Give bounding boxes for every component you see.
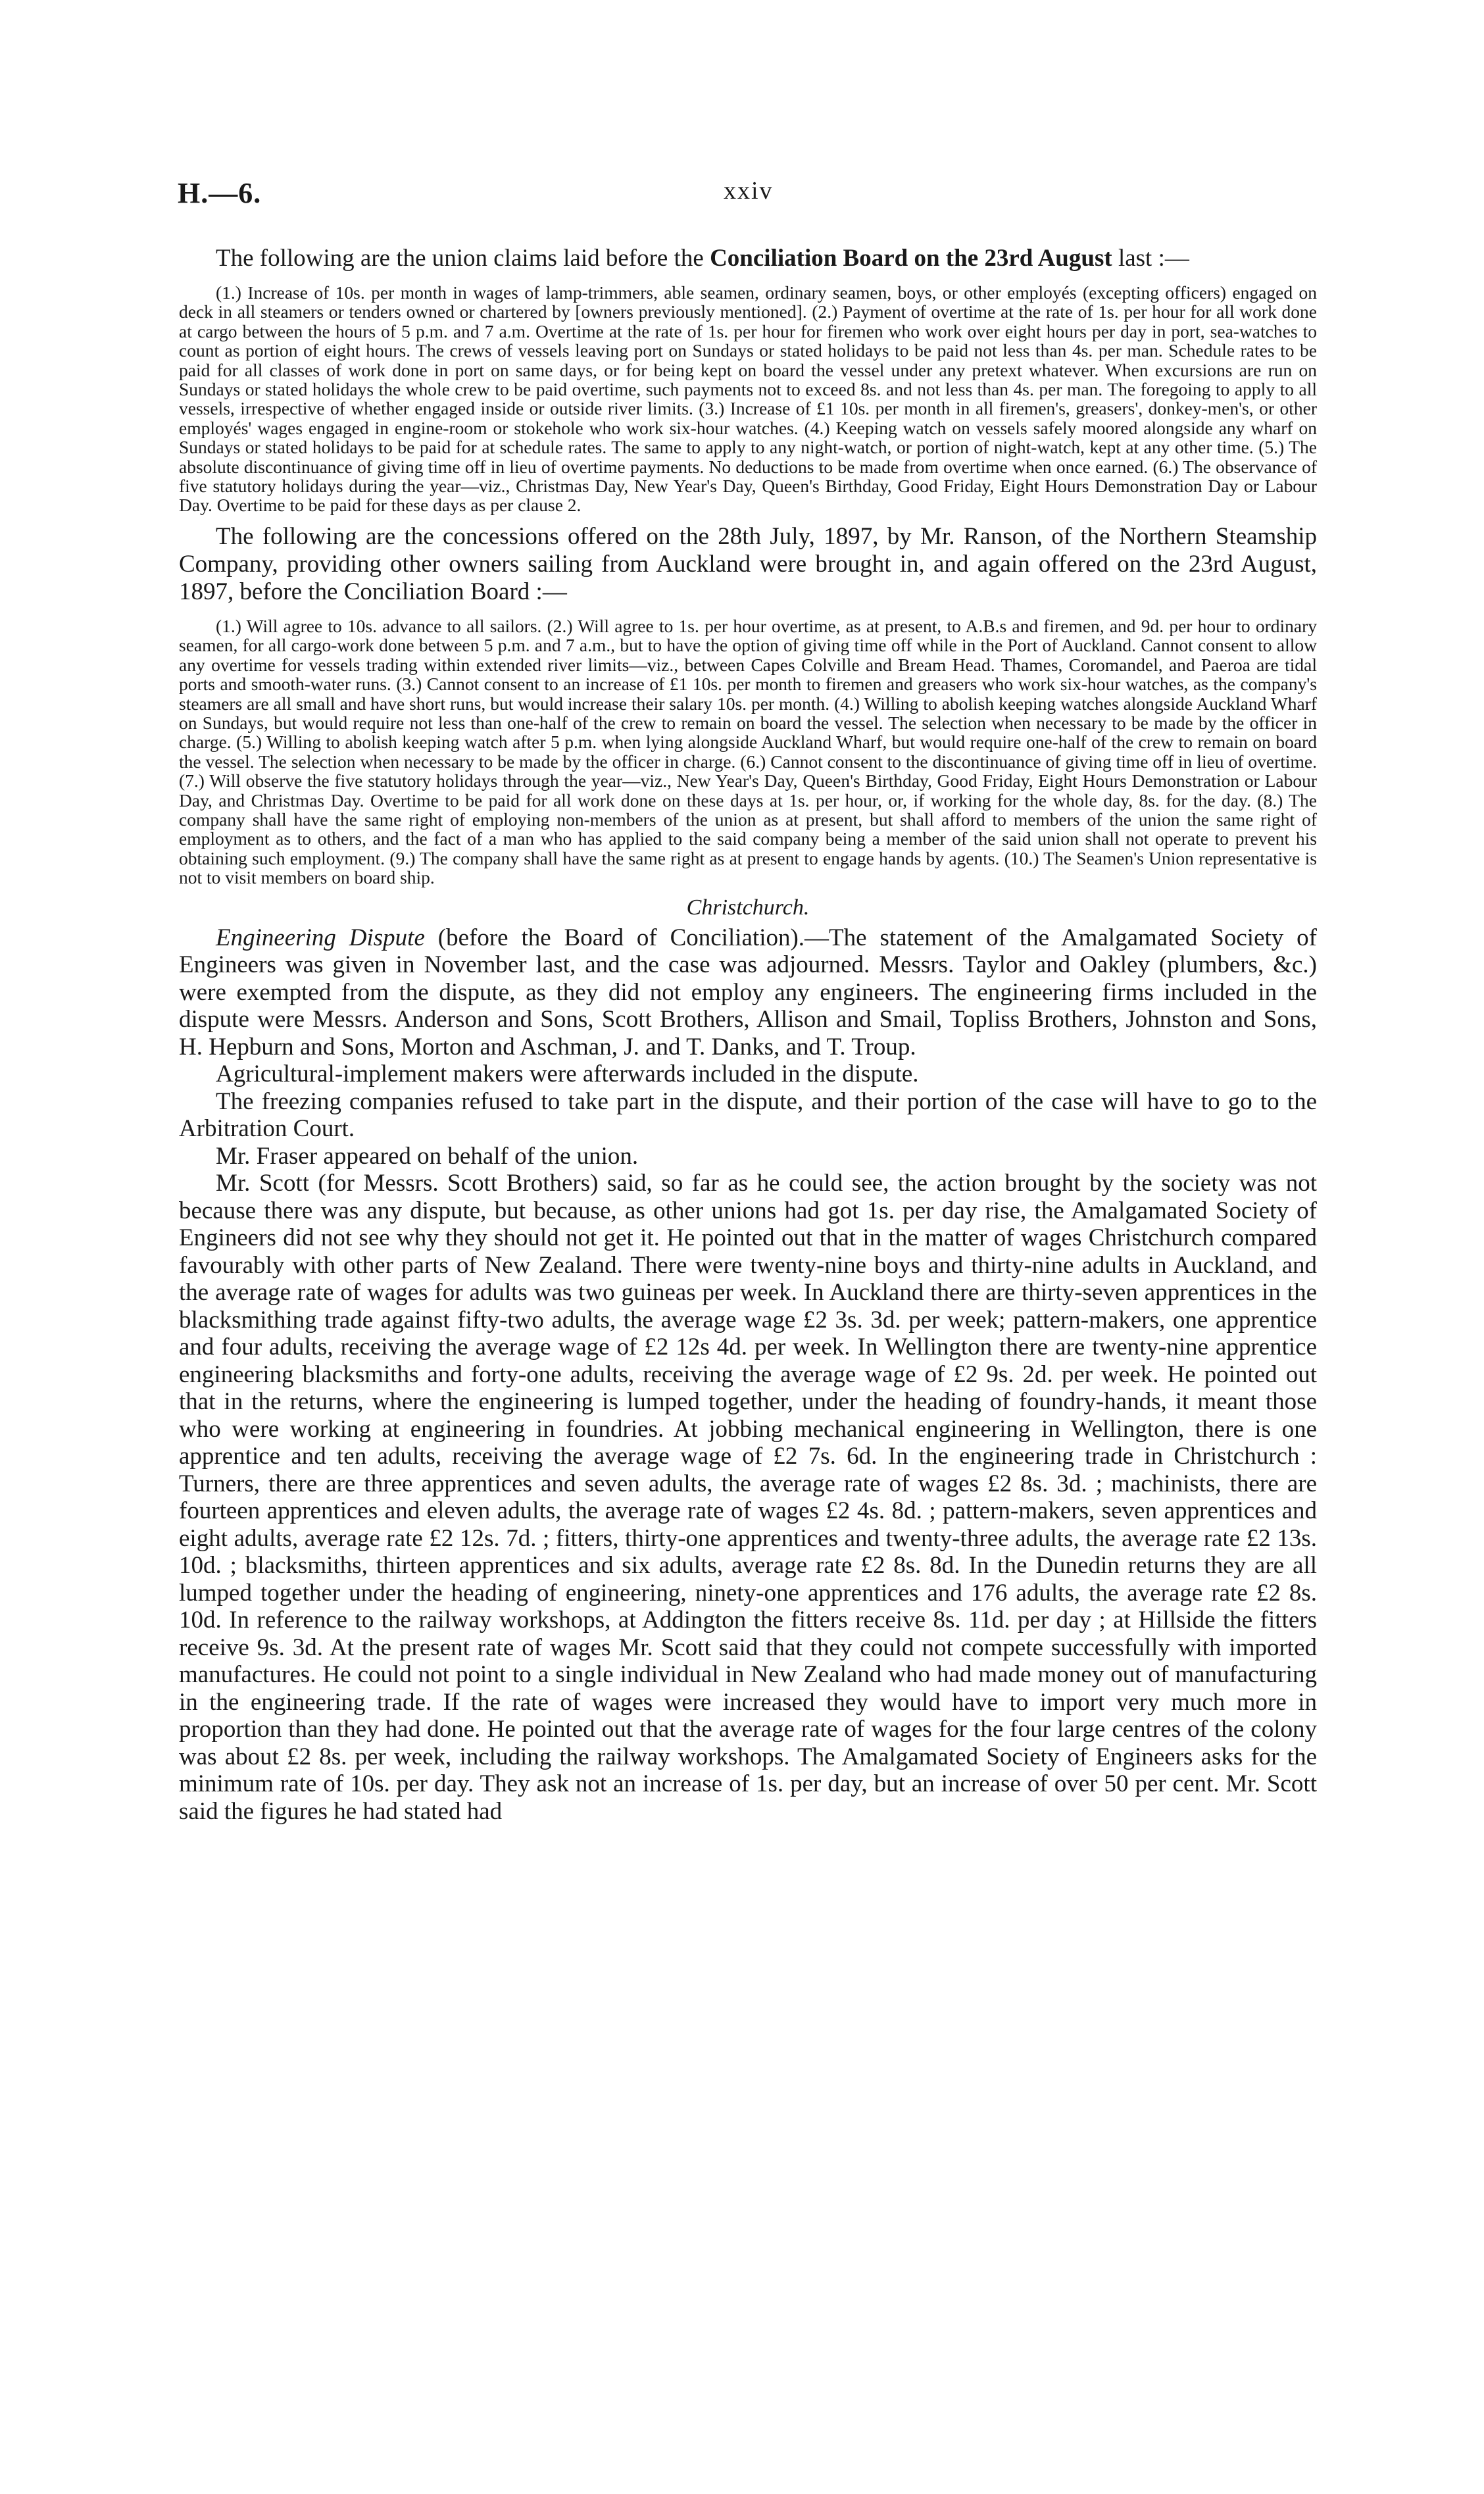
union-claims-intro (179, 245, 1317, 272)
agricultural-paragraph: Agricultural-implement makers were afterwards included in the dispute. (216, 1060, 919, 1088)
concessions-list: (1.) Will agree to 10s. advance to all sailors. (2.) Will agree to 1s. per hour overtime, as at present, to A.B.s and firemen, and 9d. per hour to ordinary seamen, for all cargo-work done between 5 p.m. and 7 a.m., but to have the option of giving time off while in the Port of Auckland. Cannot consent to allow any overtime for vessels trading within extended river limits—viz., between Capes Colville and Bream Head. Thames, Coromandel, and Paeroa are tidal ports and smooth-water runs. (3.) Cannot consent to an increase of £1 10s. per month to firemen and greasers who work six-hour watches, as the company's steamers are all small and have short runs, but would increase their salary 10s. per month. (4.) Willing to abolish keeping watches alongside Auckland Wharf on Sundays, but would require not less than one-half of the crew to remain on board the vessel. The selection when necessary to be made by the officer in charge. (5.) Willing to abolish keeping watch after 5 p.m. when lying alongside Auckland Wharf, but would require one-half of the crew to remain on board the vessel. The selection when necessary to be made by the officer in charge. (6.) Cannot consent to the discontinuance of giving time off in lieu of overtime. (7.) Will observe the five statutory holidays through the year—viz., New Year's Day, Queen's Birthday, Good Friday, Eight Hours Demonstration or Labour Day, and Christmas Day. Overtime to be paid for all work done on these days at 1s. per hour, or, if working for the whole day, 8s. for the day. (8.) The company shall have the same right of employing non-members of the union as at present, but shall afford to members of the union the same right of employment as to others, and the fact of a man who has applied to the said company being a member of the said union shall not operate to prevent his obtaining such employment. (9.) The company shall have the same right as at present to engage hands by agents. (10.) The Seamen's Union representative is not to visit members on board ship. (179, 615, 1317, 888)
page-body (179, 245, 1317, 1825)
intro-text: The following are the union claims laid before the (216, 245, 710, 272)
fraser-paragraph: Mr. Fraser appeared on behalf of the union. (216, 1142, 639, 1170)
intro-text-end: last :— (1112, 245, 1189, 272)
scott-statement-paragraph: Mr. Scott (for Messrs. Scott Brothers) said, so far as he could see, the action brought by the society was not because there was any dispute, but because, as other unions had got 1s. per day rise, the Amalgamated Society of Engineers did not see why they should not get it. He pointed out that in the matter of wages Christchurch compared favourably with other parts of New Zealand. There were twenty-nine boys and thirty-nine adults in Auckland, and the average rate of wages for adults was two guineas per week. In Auckland there are thirty-seven apprentices in the blacksmithing trade against fifty-two adults, the average wage £2 3s. 3d. per week; pattern-makers, one apprentice and four adults, receiving the average wage of £2 12s 4d. per week. In Wellington there are twenty-nine apprentice engineering blacksmiths and forty-one adults, receiving the average wage of £2 9s. 2d. per week. He pointed out that in the returns, where the engineering is lumped together, under the heading of foundry-hands, it meant those who were working at engineering in foundries. At jobbing mechanical engineering in Wellington, there is one apprentice and ten adults, receiving the average wage of £2 7s. 6d. In the engineering trade in Christchurch : Turners, there are three apprentices and seven adults, the average rate of wages £2 8s. 3d. ; machinists, there are fourteen apprentices and eleven adults, the average rate of wages £2 4s. 8d. ; pattern-makers, seven apprentices and eight adults, average rate £2 12s. 7d. ; fitters, thirty-one apprentices and twenty-three adults, the average rate £2 13s. 10d. ; blacksmiths, thirteen apprentices and six adults, average rate £2 8s. 8d. In the Dunedin returns they are all lumped together under the heading of engineering, ninety-one apprentices and 176 adults, the average rate £2 8s. 10d. In reference to the railway workshops, at Addington the fitters receive 8s. 11d. per day ; at Hillside the fitters receive 9s. 3d. At the present rate of wages Mr. Scott said that they could not compete successfully with imported manufactures. He could not point to a single individual in New Zealand who had made money out of manufacturing in the engineering trade. If the rate of wages were increased they would have to import very much more in proportion than they had done. He pointed out that the average rate of wages for the four large centres of the colony was about £2 8s. per week, including the railway workshops. The Amalgamated Society of Engineers asks for the minimum rate of 10s. per day. They ask not an increase of 1s. per day, but an increase of over 50 per cent. Mr. Scott said the figures he had stated had (179, 1170, 1317, 1825)
engineering-dispute-paragraph (179, 924, 1317, 1061)
union-claims-list: (1.) Increase of 10s. per month in wages of lamp-trimmers, able seamen, ordinary seamen, boys, or other employés (excepting officers) engaged on deck in all steamers or tenders owned or chartered by [owners previously mentioned]. (2.) Payment of overtime at the rate of 1s. per hour for all work done at cargo between the hours of 5 p.m. and 7 a.m. Overtime at the rate of 1s. per hour for firemen who work over eight hours per day in port, sea-watches to count as portion of eight hours. The crews of vessels leaving port on Sundays or stated holidays to be paid not less than 4s. per man. Schedule rates to be paid for all classes of work done in port on same days, or for being kept on board the vessel under any pretext whatever. When excursions are run on Sundays or stated holidays the whole crew to be paid overtime, such payments not to exceed 8s. and not less than 4s. per man. The foregoing to apply to all vessels, irrespective of whether engaged inside or outside river limits. (3.) Increase of £1 10s. per month in all firemen's, greasers', donkey-men's, or other employés' wages engaged in engine-room or stokehole who work six-hour watches. (4.) Keeping watch on vessels safely moored alongside any wharf on Sundays or stated holidays to be paid for at schedule rates. The same to apply to any night-watch, or portion of night-watch, kept at any other time. (5.) The absolute discontinuance of giving time off in lieu of overtime payments. No deductions to be made from overtime when once earned. (6.) The observance of five statutory holidays during the year—viz., Christmas Day, New Year's Day, Queen's Birthday, Good Friday, Eight Hours Demonstration Day or Labour Day. Overtime to be paid for these days as per clause 2. (179, 282, 1317, 516)
concessions-intro: The following are the concessions offered on the 28th July, 1897, by Mr. Ranson, of the Northern Steamship Company, providing other owners sailing from Auckland were brought in, and again offered on the 23rd August, 1897, before the Conciliation Board :— (179, 522, 1317, 605)
section-heading-christchurch: Christchurch. (686, 895, 810, 920)
page-header (178, 176, 1316, 216)
intro-bold-text: Conciliation Board on the 23rd August (710, 245, 1112, 272)
engineering-dispute-text: (before the Board of Conciliation).—The statement of the Amalgamated Society of Engineers was given in November last, and the case was adjourned. Messrs. Taylor and Oakley (plumbers, &c.) were exempted from the dispute, as they did not employ any engineers. The engineering firms included in the dispute were Messrs. Anderson and Sons, Scott Brothers, Allison and Smail, Topliss Brothers, Johnston and Sons, H. Hepburn and Sons, Morton and Aschman, J. and T. Danks, and T. Troup. (179, 924, 1317, 1060)
engineering-dispute-title: Engineering Dispute (216, 924, 425, 951)
document-reference: H.—6. (178, 177, 262, 209)
page-number: xxiv (724, 177, 774, 205)
freezing-companies-paragraph: The freezing companies refused to take part in the dispute, and their portion of the case will have to go to the Arbitration Court. (179, 1087, 1317, 1143)
